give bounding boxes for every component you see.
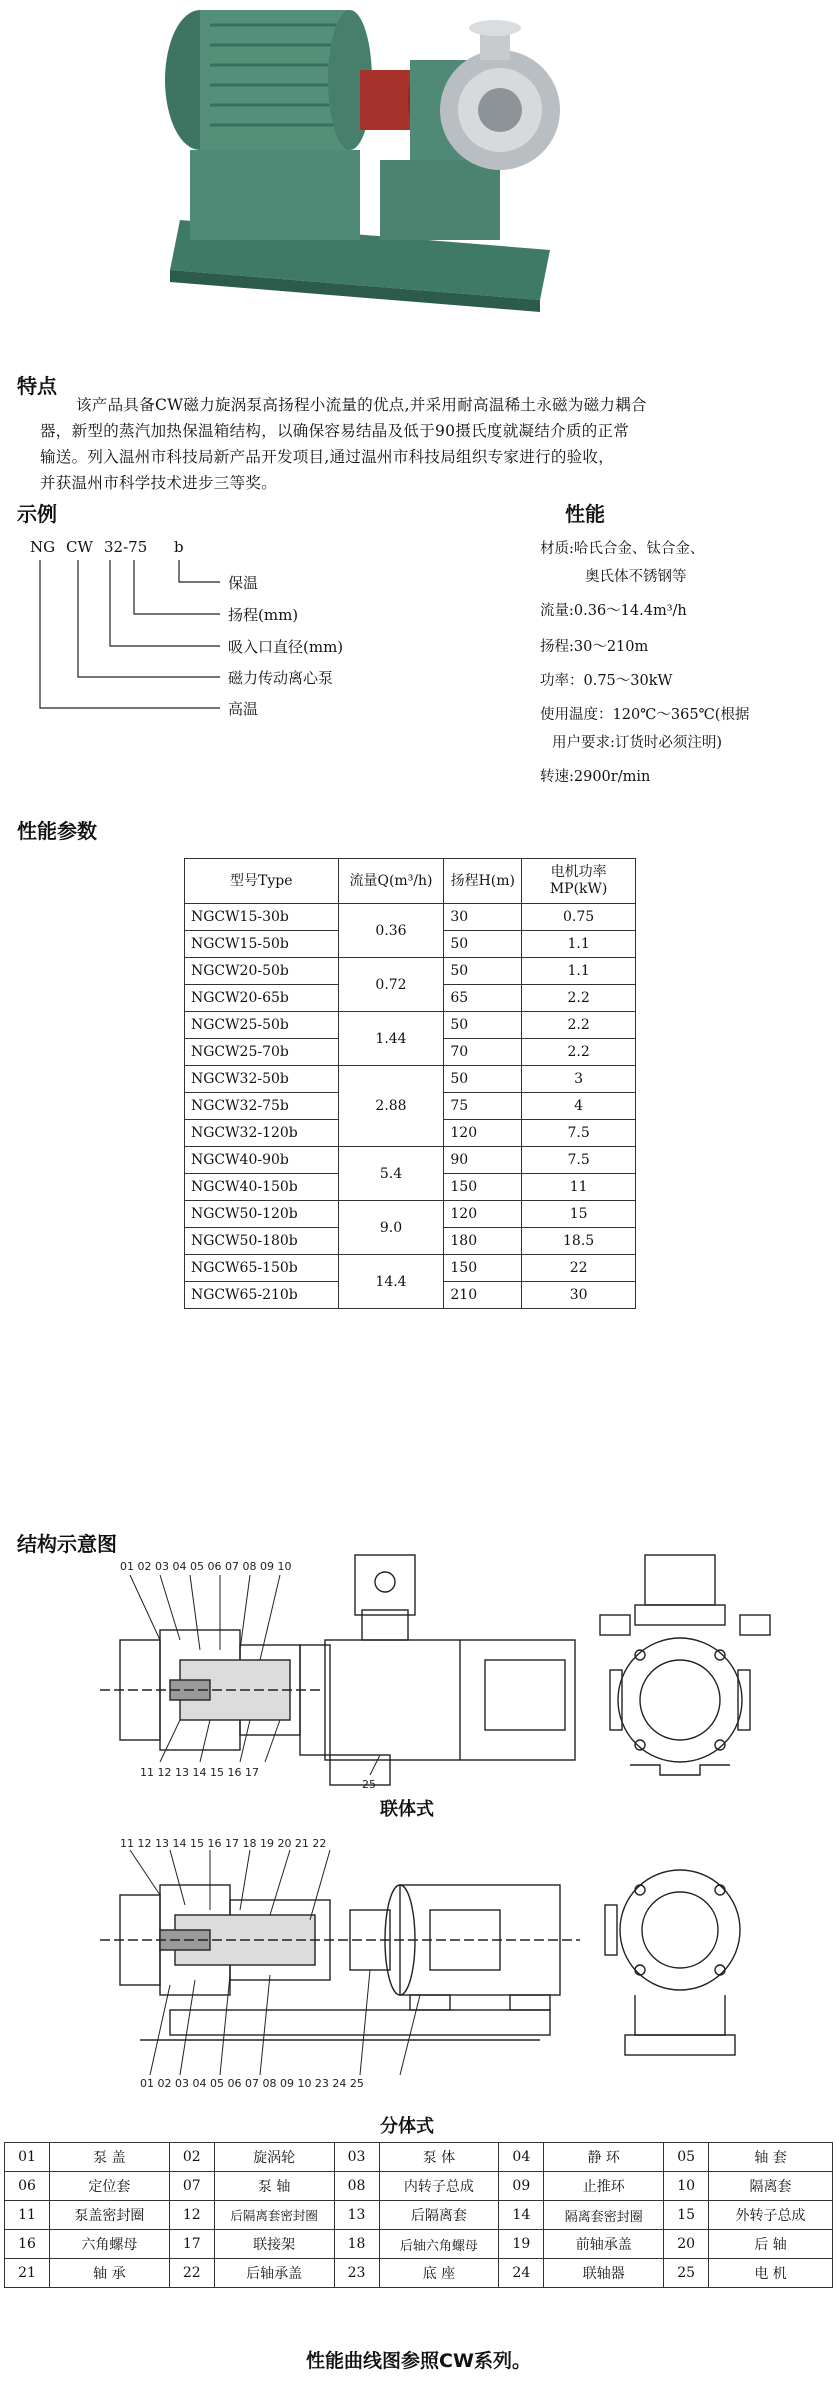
part-name: 隔离套密封圈	[544, 2201, 664, 2230]
code-part-cw: CW	[66, 538, 93, 556]
row-power: 4	[522, 1093, 636, 1120]
row-flow: 14.4	[338, 1255, 444, 1309]
part-name: 后 轴	[709, 2230, 833, 2259]
caption-separate: 分体式	[380, 2116, 434, 2137]
features-line-1: 该产品具备CW磁力旋涡泵高扬程小流量的优点,并采用耐高温稀土永磁为磁力耦合	[76, 396, 647, 414]
row-type: NGCW20-50b	[185, 958, 339, 985]
row-head: 50	[444, 1012, 522, 1039]
row-head: 180	[444, 1228, 522, 1255]
part-number: 08	[334, 2172, 379, 2201]
row-power: 22	[522, 1255, 636, 1282]
row-head: 150	[444, 1174, 522, 1201]
row-head: 50	[444, 958, 522, 985]
row-type: NGCW65-150b	[185, 1255, 339, 1282]
row-power: 2.2	[522, 1012, 636, 1039]
part-name: 泵 盖	[49, 2143, 169, 2172]
part-name: 泵 体	[379, 2143, 499, 2172]
row-power: 1.1	[522, 958, 636, 985]
code-part-size: 32-75	[104, 538, 148, 556]
row-power: 30	[522, 1282, 636, 1309]
part-number: 23	[334, 2259, 379, 2288]
row-type: NGCW32-120b	[185, 1120, 339, 1147]
row-head: 50	[444, 931, 522, 958]
part-name: 后轴承盖	[214, 2259, 334, 2288]
params-header-row	[185, 859, 636, 904]
part-name: 六角螺母	[49, 2230, 169, 2259]
row-power: 15	[522, 1201, 636, 1228]
caption-close-coupled: 联体式	[380, 1799, 434, 1820]
part-number: 06	[5, 2172, 50, 2201]
row-type: NGCW32-75b	[185, 1093, 339, 1120]
part-name: 联轴器	[544, 2259, 664, 2288]
part-number: 17	[169, 2230, 214, 2259]
row-power: 1.1	[522, 931, 636, 958]
d2-top-numbers: 11 12 13 14 15 16 17 18 19 20 21 22	[120, 1837, 327, 1850]
part-name: 内转子总成	[379, 2172, 499, 2201]
part-name: 旋涡轮	[214, 2143, 334, 2172]
row-head: 210	[444, 1282, 522, 1309]
row-head: 90	[444, 1147, 522, 1174]
example-label-head: 扬程(mm)	[228, 606, 299, 624]
table-row	[185, 958, 636, 985]
row-head: 65	[444, 985, 522, 1012]
row-power: 7.5	[522, 1120, 636, 1147]
row-head: 75	[444, 1093, 522, 1120]
example-label-magnetic: 磁力传动离心泵	[228, 669, 334, 687]
code-part-b: b	[174, 538, 184, 556]
part-number: 09	[499, 2172, 544, 2201]
header-power	[522, 859, 636, 904]
part-number: 20	[664, 2230, 709, 2259]
part-name: 隔离套	[709, 2172, 833, 2201]
example-label-hightemp: 高温	[228, 700, 259, 718]
row-type: NGCW65-210b	[185, 1282, 339, 1309]
d1-bottom-numbers: 11 12 13 14 15 16 17	[140, 1766, 259, 1779]
perf-material-1: 材质:哈氏合金、钛合金、	[540, 541, 705, 557]
parts-table	[4, 2142, 833, 2288]
part-number: 14	[499, 2201, 544, 2230]
row-head: 150	[444, 1255, 522, 1282]
table-row	[5, 2230, 833, 2259]
example-label-inlet: 吸入口直径(mm)	[228, 638, 344, 656]
part-number: 10	[664, 2172, 709, 2201]
row-power: 0.75	[522, 904, 636, 931]
table-row	[185, 1147, 636, 1174]
part-name: 联接架	[214, 2230, 334, 2259]
part-name: 泵 轴	[214, 2172, 334, 2201]
part-number: 11	[5, 2201, 50, 2230]
perf-speed: 转速:2900r/min	[540, 769, 651, 785]
perf-power: 功率：0.75～30kW	[540, 673, 673, 689]
row-type: NGCW32-50b	[185, 1066, 339, 1093]
code-part-ng: NG	[30, 538, 56, 556]
part-name: 前轴承盖	[544, 2230, 664, 2259]
performance-title: 性能	[565, 502, 605, 526]
features-title: 特点	[17, 374, 57, 398]
params-title: 性能参数	[17, 819, 97, 843]
part-number: 16	[5, 2230, 50, 2259]
part-name: 轴 套	[709, 2143, 833, 2172]
row-flow: 0.36	[338, 904, 444, 958]
part-name: 止推环	[544, 2172, 664, 2201]
header-type: 型号Type	[185, 859, 339, 904]
row-power: 7.5	[522, 1147, 636, 1174]
row-head: 120	[444, 1120, 522, 1147]
perf-temp-1: 使用温度：120℃～365℃(根据	[540, 707, 750, 723]
part-number: 03	[334, 2143, 379, 2172]
table-row	[185, 1066, 636, 1093]
row-type: NGCW40-90b	[185, 1147, 339, 1174]
perf-flow: 流量:0.36～14.4m³/h	[540, 603, 687, 619]
part-number: 25	[664, 2259, 709, 2288]
row-flow: 9.0	[338, 1201, 444, 1255]
features-line-3: 输送。列入温州市科技局新产品开发项目,通过温州市科技局组织专家进行的验收，	[40, 448, 615, 466]
part-number: 24	[499, 2259, 544, 2288]
part-name: 轴 承	[49, 2259, 169, 2288]
header-head: 扬程H(m)	[444, 859, 522, 904]
part-name: 电 机	[709, 2259, 833, 2288]
row-type: NGCW15-50b	[185, 931, 339, 958]
part-name: 静 环	[544, 2143, 664, 2172]
row-flow: 5.4	[338, 1147, 444, 1201]
table-row	[185, 904, 636, 931]
part-number: 01	[5, 2143, 50, 2172]
part-number: 12	[169, 2201, 214, 2230]
row-type: NGCW25-50b	[185, 1012, 339, 1039]
table-row	[185, 1255, 636, 1282]
perf-material-2: 奥氏体不锈钢等	[585, 569, 687, 585]
table-row	[5, 2143, 833, 2172]
row-power: 18.5	[522, 1228, 636, 1255]
d1-motor-number: 25	[362, 1778, 376, 1791]
part-name: 底 座	[379, 2259, 499, 2288]
row-head: 120	[444, 1201, 522, 1228]
d1-top-numbers: 01 02 03 04 05 06 07 08 09 10	[120, 1560, 292, 1573]
row-type: NGCW50-120b	[185, 1201, 339, 1228]
part-number: 02	[169, 2143, 214, 2172]
perf-temp-2: 用户要求:订货时必须注明)	[552, 735, 723, 751]
part-number: 15	[664, 2201, 709, 2230]
row-flow: 2.88	[338, 1066, 444, 1147]
row-type: NGCW15-30b	[185, 904, 339, 931]
row-type: NGCW40-150b	[185, 1174, 339, 1201]
part-number: 13	[334, 2201, 379, 2230]
product-photo	[140, 0, 580, 340]
table-row	[185, 1201, 636, 1228]
header-flow: 流量Q(m³/h)	[338, 859, 444, 904]
model-code-diagram	[30, 538, 360, 728]
table-row	[185, 1012, 636, 1039]
part-name: 后轴六角螺母	[379, 2230, 499, 2259]
diagram-close-coupled	[100, 1550, 820, 1830]
row-head: 70	[444, 1039, 522, 1066]
row-power: 3	[522, 1066, 636, 1093]
part-name: 后隔离套密封圈	[214, 2201, 334, 2230]
part-number: 18	[334, 2230, 379, 2259]
features-text	[40, 392, 830, 496]
row-type: NGCW50-180b	[185, 1228, 339, 1255]
row-power: 2.2	[522, 985, 636, 1012]
example-label-heat: 保温	[228, 574, 259, 592]
row-power: 11	[522, 1174, 636, 1201]
row-flow: 1.44	[338, 1012, 444, 1066]
table-row	[5, 2172, 833, 2201]
table-row	[5, 2259, 833, 2288]
row-power: 2.2	[522, 1039, 636, 1066]
diagram-separate	[100, 1835, 820, 2105]
part-number: 07	[169, 2172, 214, 2201]
row-flow: 0.72	[338, 958, 444, 1012]
code-leader-lines	[30, 538, 230, 728]
features-line-2: 器，新型的蒸汽加热保温箱结构，以确保容易结晶及低于90摄氏度就凝结介质的正常	[40, 422, 630, 440]
row-type: NGCW20-65b	[185, 985, 339, 1012]
part-name: 外转子总成	[709, 2201, 833, 2230]
part-number: 21	[5, 2259, 50, 2288]
row-head: 30	[444, 904, 522, 931]
example-title: 示例	[17, 502, 57, 526]
header-power-unit: MP(kW)	[549, 881, 608, 897]
part-number: 04	[499, 2143, 544, 2172]
footer-note: 性能曲线图参照CW系列。	[306, 2350, 531, 2372]
row-type: NGCW25-70b	[185, 1039, 339, 1066]
d2-bottom-numbers: 01 02 03 04 05 06 07 08 09 10 23 24 25	[140, 2077, 364, 2090]
part-number: 22	[169, 2259, 214, 2288]
structure-title: 结构示意图	[17, 1532, 117, 1556]
features-line-4: 并获温州市科学技术进步三等奖。	[40, 474, 278, 492]
part-name: 泵盖密封圈	[49, 2201, 169, 2230]
part-name: 后隔离套	[379, 2201, 499, 2230]
header-power-cn: 电机功率	[550, 864, 607, 880]
part-name: 定位套	[49, 2172, 169, 2201]
row-head: 50	[444, 1066, 522, 1093]
part-number: 05	[664, 2143, 709, 2172]
table-row	[5, 2201, 833, 2230]
part-number: 19	[499, 2230, 544, 2259]
params-table	[184, 858, 636, 1309]
perf-head: 扬程:30～210m	[540, 639, 649, 655]
